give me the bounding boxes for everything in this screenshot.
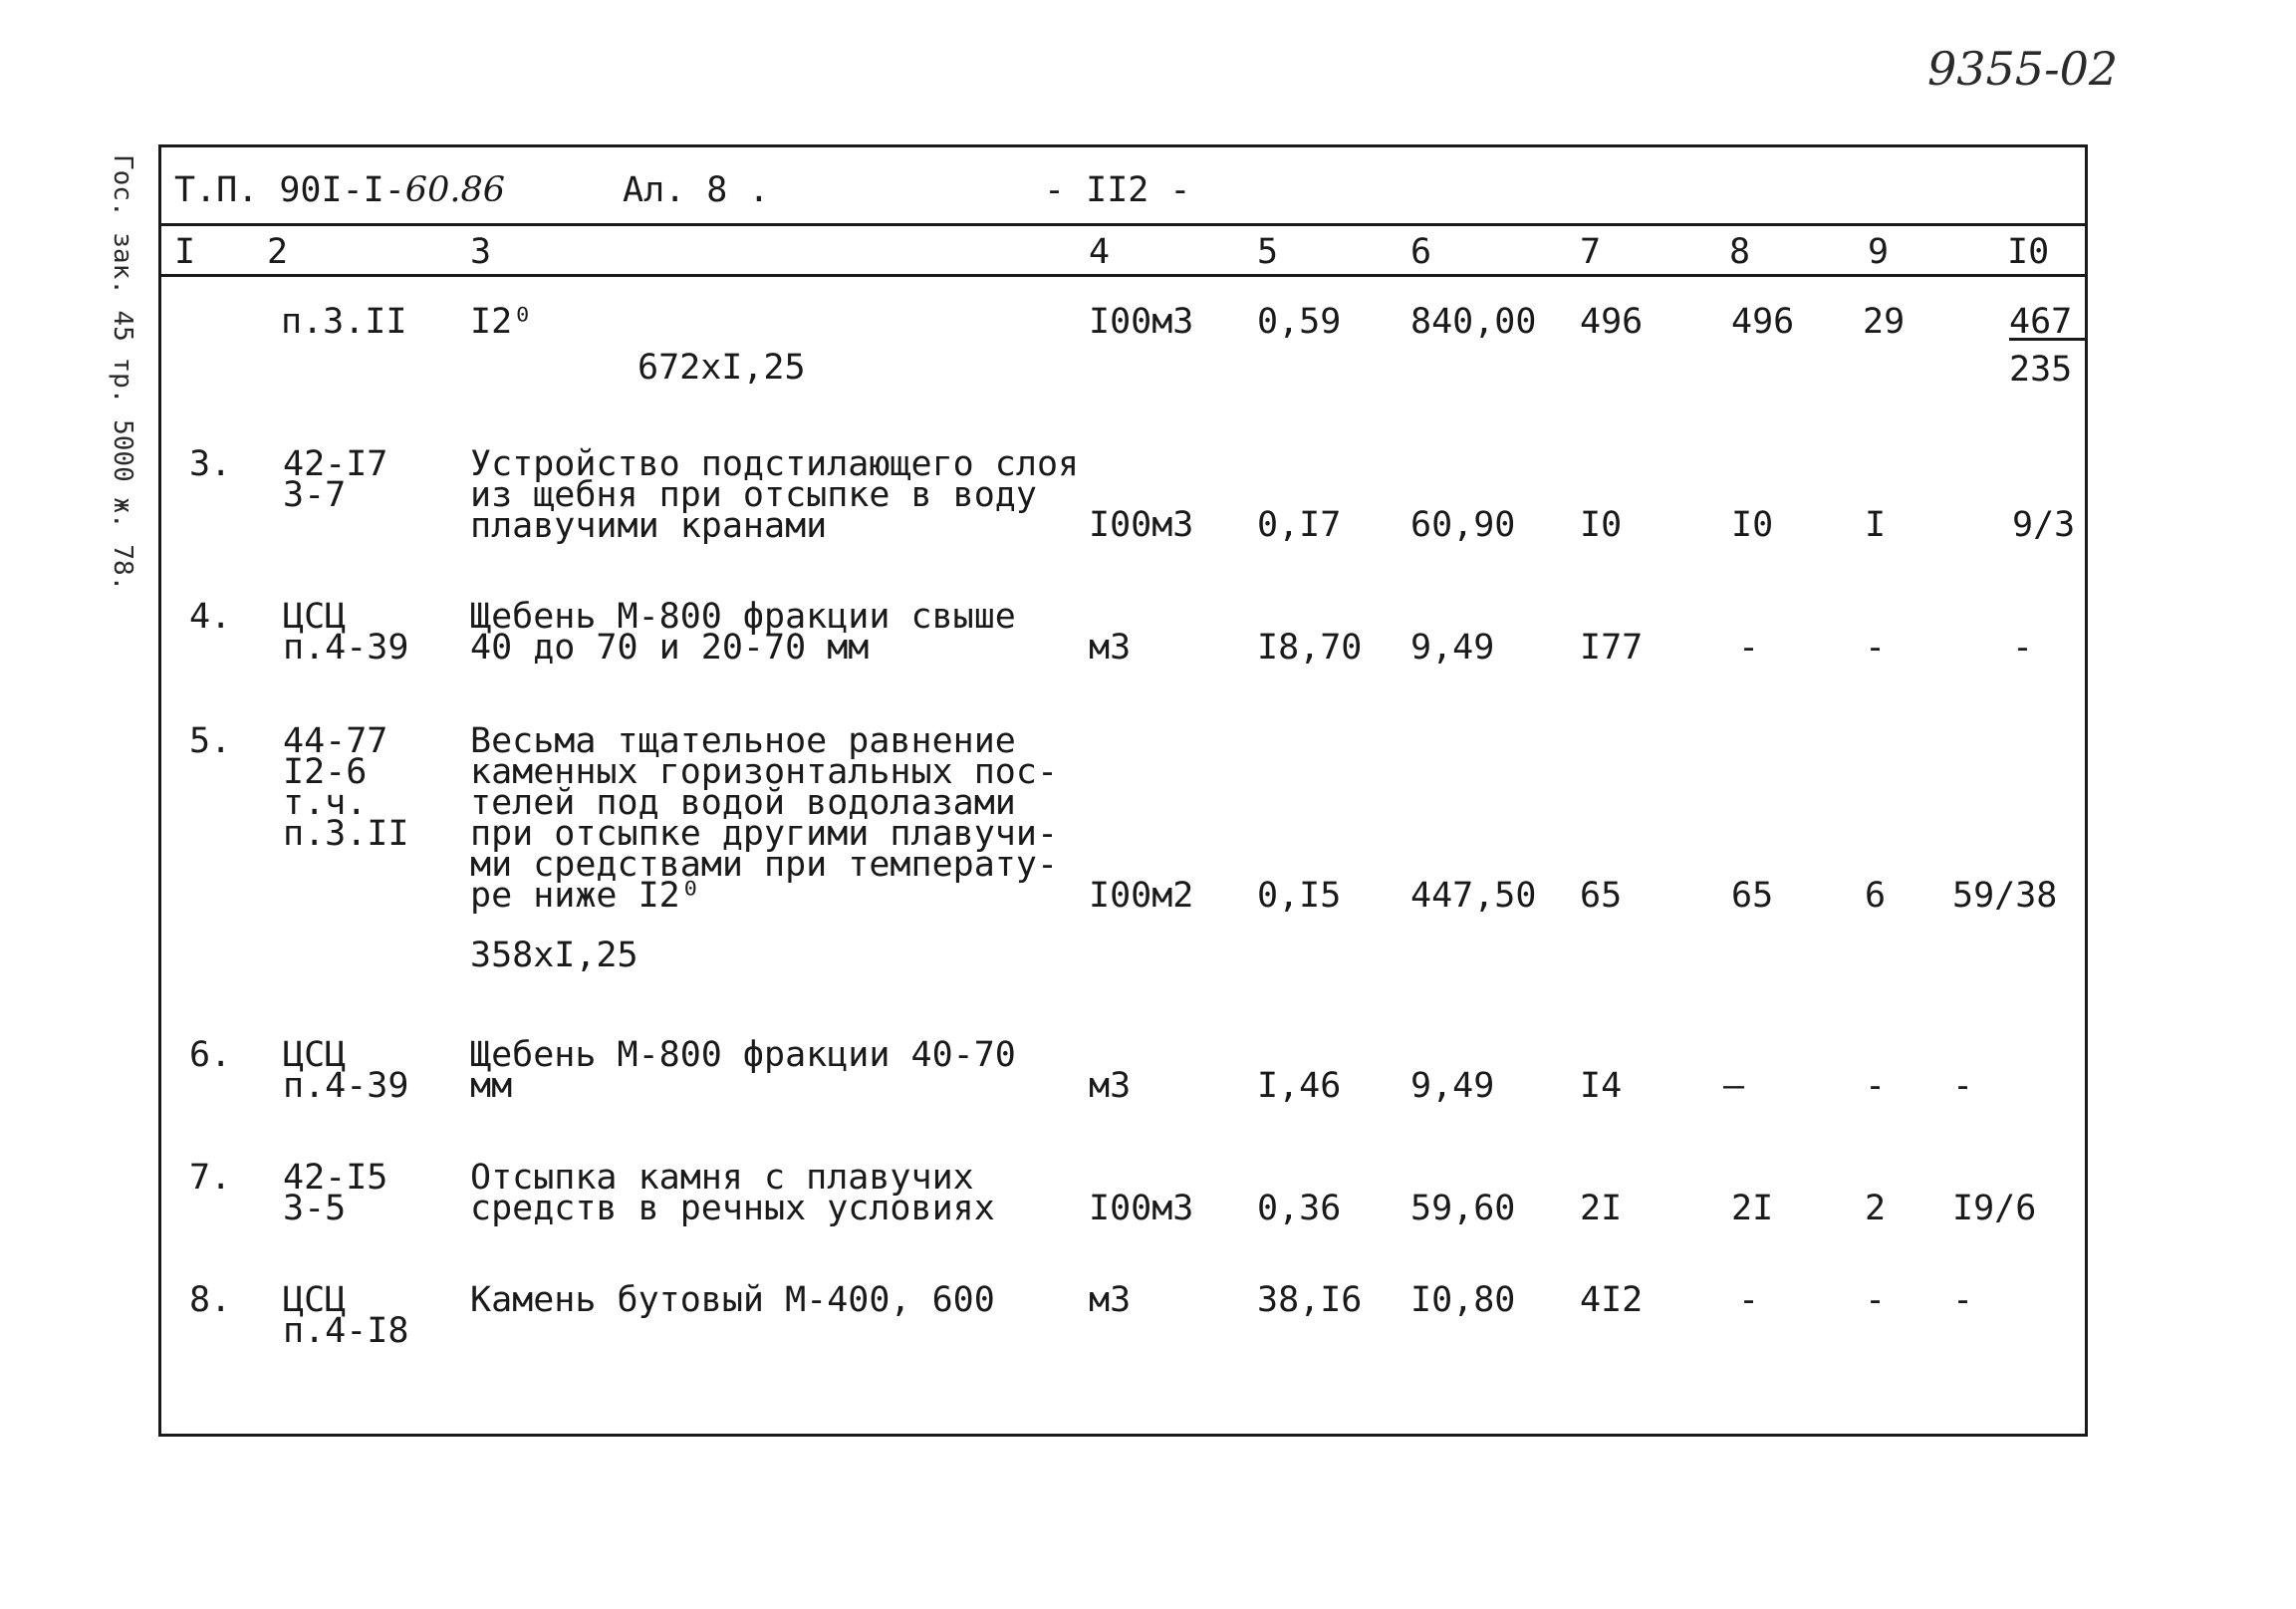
row-desc-line: мм — [470, 1066, 513, 1106]
row-desc-line: плавучими кранами — [470, 506, 828, 546]
row-col9: - — [1865, 1280, 1887, 1320]
row-code-line: I2-6 — [283, 752, 368, 792]
row-col8: 2I — [1731, 1189, 1774, 1228]
row-desc-line: Камень бутовый М-400, 600 — [470, 1280, 995, 1320]
row-col8: - — [1738, 628, 1760, 668]
doc-code-handwritten: 60.86 — [404, 170, 505, 210]
row-unit: м3 — [1089, 1280, 1132, 1320]
row-col8: 496 — [1731, 302, 1795, 342]
row-code-line: 3-7 — [283, 475, 347, 515]
document-stamp: 9355-02 — [1927, 42, 2119, 96]
column-header: 9 — [1868, 232, 1890, 272]
row-code-line: ЦСЦ — [283, 1035, 347, 1075]
row-desc-line: ми средствами при температу- — [470, 845, 1059, 885]
row-quantity: I,46 — [1257, 1066, 1342, 1106]
row-quantity: 0,59 — [1257, 302, 1342, 342]
column-header: 7 — [1580, 232, 1602, 272]
row-quantity: 0,I7 — [1257, 505, 1342, 545]
row-total: I0 — [1580, 505, 1623, 545]
row-unit: I00м3 — [1089, 302, 1194, 342]
row-desc-line: каменных горизонтальных пос- — [470, 752, 1059, 792]
row-col9: - — [1865, 1066, 1887, 1106]
row-desc-line: Щебень М-800 фракции свыше — [470, 597, 1016, 637]
row-desc-line: Устройство подстилающего слоя — [470, 444, 1080, 484]
row-desc-line: I2⁰ — [470, 302, 534, 342]
column-header: 5 — [1257, 232, 1279, 272]
row-code-line: п.3.II — [281, 302, 407, 342]
row-code-line: 44-77 — [283, 721, 388, 761]
row-desc-line: ре ниже I2⁰ — [470, 876, 701, 916]
row-desc-line: телей под водой водолазами — [470, 783, 1016, 823]
row-col10: - — [1952, 1280, 1974, 1320]
column-header: I0 — [2007, 232, 2050, 272]
row-number: 3. — [189, 444, 232, 484]
row-price: I0,80 — [1410, 1280, 1516, 1320]
row-code-line: п.3.II — [283, 814, 409, 854]
row-unit: м3 — [1089, 628, 1132, 668]
row-desc-line: средств в речных условиях — [470, 1189, 995, 1228]
row-quantity: 0,I5 — [1257, 876, 1342, 916]
page-number: - II2 - — [1044, 170, 1191, 210]
doc-code-prefix: Т.П. 90I-I- — [174, 170, 405, 210]
row-desc-line: Весьма тщательное равнение — [470, 721, 1016, 761]
row-code-line: 42-I5 — [283, 1158, 388, 1198]
row-col10: - — [1952, 1066, 1974, 1106]
row-col10: - — [2012, 628, 2034, 668]
row-total: 2I — [1580, 1189, 1623, 1228]
row-col9: 2 — [1865, 1189, 1887, 1228]
row-price: 9,49 — [1410, 628, 1495, 668]
row-unit: м3 — [1089, 1066, 1132, 1106]
album-label: Ал. 8 . — [623, 170, 770, 210]
row-number: 5. — [189, 721, 232, 761]
row-col8: - — [1738, 1280, 1760, 1320]
column-header: 8 — [1729, 232, 1751, 272]
row-col10: I9/6 — [1952, 1189, 2037, 1228]
row-desc-line: из щебня при отсыпке в воду — [470, 475, 1037, 515]
row-desc-line: 40 до 70 и 20-70 мм — [470, 628, 870, 668]
row-unit: I00м3 — [1089, 505, 1194, 545]
row-quantity: 38,I6 — [1257, 1280, 1363, 1320]
row-number: 7. — [189, 1158, 232, 1198]
row-total: 65 — [1580, 876, 1623, 916]
row-col9: 6 — [1865, 876, 1887, 916]
row-code-line: т.ч. — [283, 783, 368, 823]
column-header: 3 — [470, 232, 492, 272]
row-col9: - — [1865, 628, 1887, 668]
row-number: 6. — [189, 1035, 232, 1075]
row-price: 840,00 — [1410, 302, 1537, 342]
row-quantity: 0,36 — [1257, 1189, 1342, 1228]
column-header: 2 — [267, 232, 289, 272]
row-quantity: I8,70 — [1257, 628, 1363, 668]
row-code-line: ЦСЦ — [283, 597, 347, 637]
row-price: 59,60 — [1410, 1189, 1516, 1228]
row-total: I77 — [1580, 628, 1644, 668]
row-col8: — — [1723, 1066, 1745, 1106]
row-code-line: 3-5 — [283, 1189, 347, 1228]
row-code-line: 42-I7 — [283, 444, 388, 484]
row-col10-bottom: 235 — [2009, 350, 2073, 390]
row-desc-line: Щебень М-800 фракции 40-70 — [470, 1035, 1016, 1075]
row-formula: 672xI,25 — [638, 348, 806, 388]
row-col9: 29 — [1863, 302, 1906, 342]
row-price: 447,50 — [1410, 876, 1537, 916]
header-divider — [158, 223, 2085, 226]
row-col8: 65 — [1731, 876, 1774, 916]
row-code-line: п.4-I8 — [283, 1311, 409, 1351]
row-code-line: п.4-39 — [283, 1066, 409, 1106]
row-unit: I00м2 — [1089, 876, 1194, 916]
column-header: I — [174, 232, 196, 272]
column-header-divider — [158, 274, 2085, 277]
row-col8: I0 — [1731, 505, 1774, 545]
row-number: 8. — [189, 1280, 232, 1320]
doc-code — [174, 170, 505, 210]
row-formula: 358xI,25 — [470, 936, 638, 975]
row-col10: 9/3 — [2012, 505, 2076, 545]
row-code-line: ЦСЦ — [283, 1280, 347, 1320]
row-code-line: п.4-39 — [283, 628, 409, 668]
row-total: I4 — [1580, 1066, 1623, 1106]
column-header: 4 — [1089, 232, 1111, 272]
row-unit: I00м3 — [1089, 1189, 1194, 1228]
row-col9: I — [1865, 505, 1887, 545]
side-note: Гос. зак. 45 тр. 5000 ж. 78. — [108, 154, 137, 592]
row-col10-top: 467 — [2009, 307, 2085, 341]
column-header: 6 — [1410, 232, 1432, 272]
row-desc-line: при отсыпке другими плавучи- — [470, 814, 1059, 854]
row-total: 4I2 — [1580, 1280, 1644, 1320]
row-total: 496 — [1580, 302, 1644, 342]
row-desc-line: Отсыпка камня с плавучих — [470, 1158, 974, 1198]
row-price: 9,49 — [1410, 1066, 1495, 1106]
row-number: 4. — [189, 597, 232, 637]
row-col10: 59/38 — [1952, 876, 2058, 916]
row-price: 60,90 — [1410, 505, 1516, 545]
